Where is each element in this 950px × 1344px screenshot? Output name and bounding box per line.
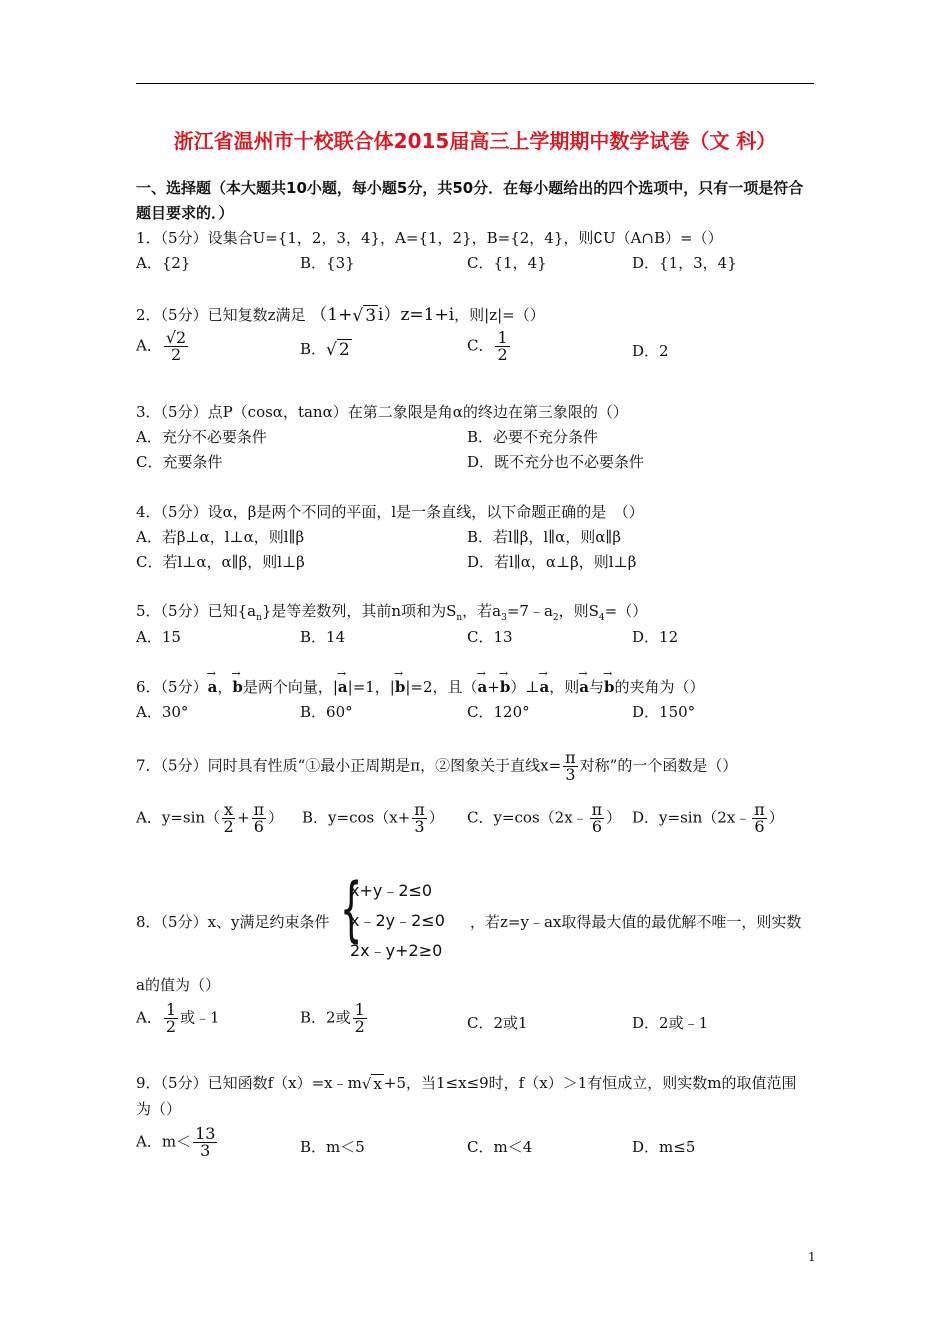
q6-option-a: A．30°: [136, 703, 189, 721]
q5-option-d: D．12: [632, 628, 679, 646]
q3-option-a: A．充分不必要条件: [136, 428, 267, 446]
question-9-stem-line2: 为（）: [136, 1100, 182, 1118]
header-rule: [136, 83, 814, 84]
q8-option-d: D．2或﹣1: [632, 1014, 709, 1032]
q5-option-b: B．14: [300, 628, 346, 646]
q3-option-d: D．既不充分也不必要条件: [467, 453, 645, 471]
q4-option-c: C．若l⊥α，α∥β，则l⊥β: [136, 553, 305, 571]
q5-option-c: C．13: [467, 628, 513, 646]
sqrt-symbol: √ 3: [352, 305, 377, 326]
q2-option-a: A． $\frac{√2}{2}$: [136, 328, 187, 364]
q3-option-c: C．充要条件: [136, 453, 223, 471]
q8-option-c: C．2或1: [467, 1014, 528, 1032]
section-heading: 一、选择题（本大题共10小题，每小题5分，共50分．在每小题给出的四个选项中，只有一项是符合题目要求的．）: [136, 179, 804, 222]
question-8-stem-line2: a的值为（）: [136, 976, 220, 994]
constraint-1: x+y﹣2≤0: [350, 881, 433, 900]
q6-option-b: B．60°: [300, 703, 353, 721]
question-7-stem: 7．（5分）同时具有性质“①最小正周期是π，②图象关于直线x= $\frac{\pi}{3}$ 对称”的一个函数是（）: [136, 748, 738, 784]
q7-option-a: A．y=sin（ $\frac{x}{2}$ + $\frac{\pi}{6}$ ）: [136, 800, 284, 836]
question-8-stem: 8．（5分）x、y满足约束条件: [136, 913, 330, 931]
q8-option-a: A． $\frac{1}{2}$ 或﹣1: [136, 1000, 220, 1036]
q1-option-b: B．{3}: [300, 254, 355, 272]
q3-option-b: B．必要不充分条件: [467, 428, 599, 446]
page-number: 1: [808, 1250, 816, 1264]
question-8-stem-rest: ，若z=y﹣ax取得最大值的最优解不唯一，则实数: [470, 913, 802, 931]
constraint-2: x﹣2y﹣2≤0: [350, 911, 445, 930]
question-1-stem: 1．（5分）设集合U={1，2，3，4}，A={1，2}，B={2，4}，则∁U（A∩B）=（）: [136, 229, 723, 247]
q1-option-a: A．{2}: [136, 254, 191, 272]
q8-option-b: B．2或 $\frac{1}{2}$: [300, 1000, 365, 1036]
q9-option-d: D．m≤5: [632, 1138, 696, 1156]
question-4-stem: 4．（5分）设α，β是两个不同的平面，l是一条直线，以下命题正确的是 （）: [136, 503, 644, 521]
q1-option-c: C．{1，4}: [467, 254, 547, 272]
q1-option-d: D．{1，3，4}: [632, 254, 737, 272]
q2-option-c: C． $\frac{1}{2}$: [467, 328, 508, 364]
q9-option-b: B．m＜5: [300, 1138, 365, 1156]
q6-option-d: D．150°: [632, 703, 696, 721]
q4-option-b: B．若l∥β，l∥α，则α∥β: [467, 528, 622, 546]
q6-option-c: C．120°: [467, 703, 530, 721]
page-title: 浙江省温州市十校联合体2015届高三上学期期中数学试卷（文 科）: [173, 129, 777, 153]
q4-option-d: D．若l∥α，α⊥β，则l⊥β: [467, 553, 637, 571]
q2-option-d: D．2: [632, 342, 669, 360]
q5-option-a: A．15: [136, 628, 181, 646]
question-3-stem: 3．（5分）点P（cosα，tanα）在第二象限是角α的终边在第三象限的（）: [136, 403, 628, 421]
q9-option-c: C．m＜4: [467, 1138, 533, 1156]
q2-option-b: B．√ 2: [300, 340, 350, 360]
question-5-stem: 5．（5分）已知$\{a_n\}$是等差数列，其前n项和为$S_n$，若$a_3=7﹣a_2$，则$S_4=()$: [136, 602, 648, 623]
q7-option-c: C．y=cos（2x﹣ $\frac{\pi}{6}$ ）: [467, 800, 622, 836]
q7-option-b: B．y=cos（x+ $\frac{\pi}{3}$ ）: [302, 800, 444, 836]
brace-symbol: {: [340, 868, 363, 950]
question-2-stem: 2．（5分）已知复数z满足 （1+√ 3 i）z=1+i，则|z|=（）: [136, 305, 545, 326]
q4-option-a: A．若β⊥α，l⊥α，则l∥β: [136, 528, 305, 546]
question-6-stem: 6．（5分）→ a，→ b是两个向量，|→ a|=1，|→ b|=2，且（→ a+→ b）⊥→ a，则→ a与→ b的夹角为（）: [136, 676, 818, 697]
question-9-stem: 9．（5分）已知函数f（x）=x﹣m√ x +5，当1≤x≤9时，f（x）＞1有恒成立，则实数m的取值范围: [136, 1074, 797, 1093]
constraint-3: 2x﹣y+2≥0: [350, 941, 443, 960]
q7-option-d: D．y=sin（2x﹣ $\frac{\pi}{6}$ ）: [632, 800, 784, 836]
q9-option-a: A．m＜ $\frac{13}{3}$: [136, 1124, 216, 1160]
